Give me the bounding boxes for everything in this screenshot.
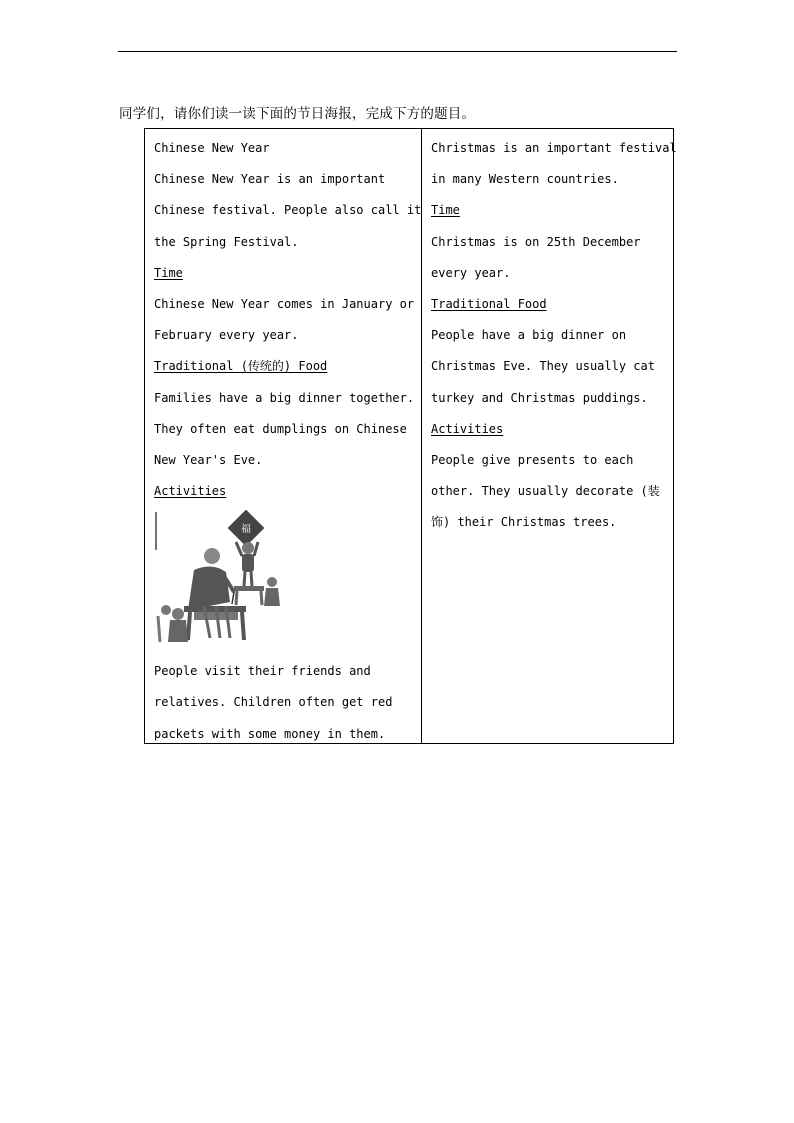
- family-calligraphy-illustration: [154, 510, 284, 650]
- cny-food-heading: Traditional (传统的) Food: [154, 359, 328, 374]
- chinese-new-year-column: [154, 138, 422, 755]
- cny-food-line: They often eat dumplings on Chinese: [154, 421, 407, 436]
- cny-activities-line: packets with some money in them.: [154, 726, 386, 741]
- cny-intro-line: Chinese festival. People also call it: [154, 203, 422, 218]
- header-rule: [118, 51, 677, 52]
- cny-time-line: February every year.: [154, 328, 299, 343]
- xmas-intro-line: in many Western countries.: [431, 172, 619, 187]
- cny-time-line: Chinese New Year comes in January or: [154, 296, 415, 311]
- festival-poster-table: [144, 128, 677, 744]
- cny-food-line: New Year's Eve.: [154, 452, 263, 467]
- xmas-activities-line: People give presents to each: [431, 452, 634, 467]
- xmas-time-line: every year.: [431, 265, 511, 280]
- cny-activities-heading: Activities: [154, 484, 227, 499]
- christmas-column: [431, 138, 677, 543]
- cny-intro-line: Chinese New Year is an important: [154, 172, 386, 187]
- xmas-activities-heading: Activities: [431, 421, 504, 436]
- xmas-time-heading: Time: [431, 203, 460, 218]
- cny-activities-line: relatives. Children often get red: [154, 695, 393, 710]
- xmas-time-line: Christmas is on 25th December: [431, 234, 641, 249]
- fu-character: 福: [241, 524, 251, 536]
- xmas-intro-line: Christmas is an important festival: [431, 141, 677, 155]
- xmas-activities-line: 饰) their Christmas trees.: [431, 515, 617, 530]
- cny-activities-line: People visit their friends and: [154, 664, 371, 679]
- xmas-food-line: Christmas Eve. They usually cat: [431, 359, 655, 374]
- cny-time-heading: Time: [154, 265, 183, 280]
- xmas-food-line: turkey and Christmas puddings.: [431, 390, 648, 405]
- cny-food-line: Families have a big dinner together.: [154, 390, 415, 405]
- instruction-text: 同学们，请你们读一读下面的节日海报，完成下方的题目。: [119, 106, 476, 122]
- column-divider: [421, 129, 422, 743]
- cny-title: Chinese New Year: [154, 141, 270, 155]
- xmas-food-line: People have a big dinner on: [431, 328, 627, 343]
- cny-intro-line: the Spring Festival.: [154, 234, 299, 249]
- xmas-food-heading: Traditional Food: [431, 296, 547, 311]
- xmas-activities-line: other. They usually decorate (装: [431, 484, 660, 499]
